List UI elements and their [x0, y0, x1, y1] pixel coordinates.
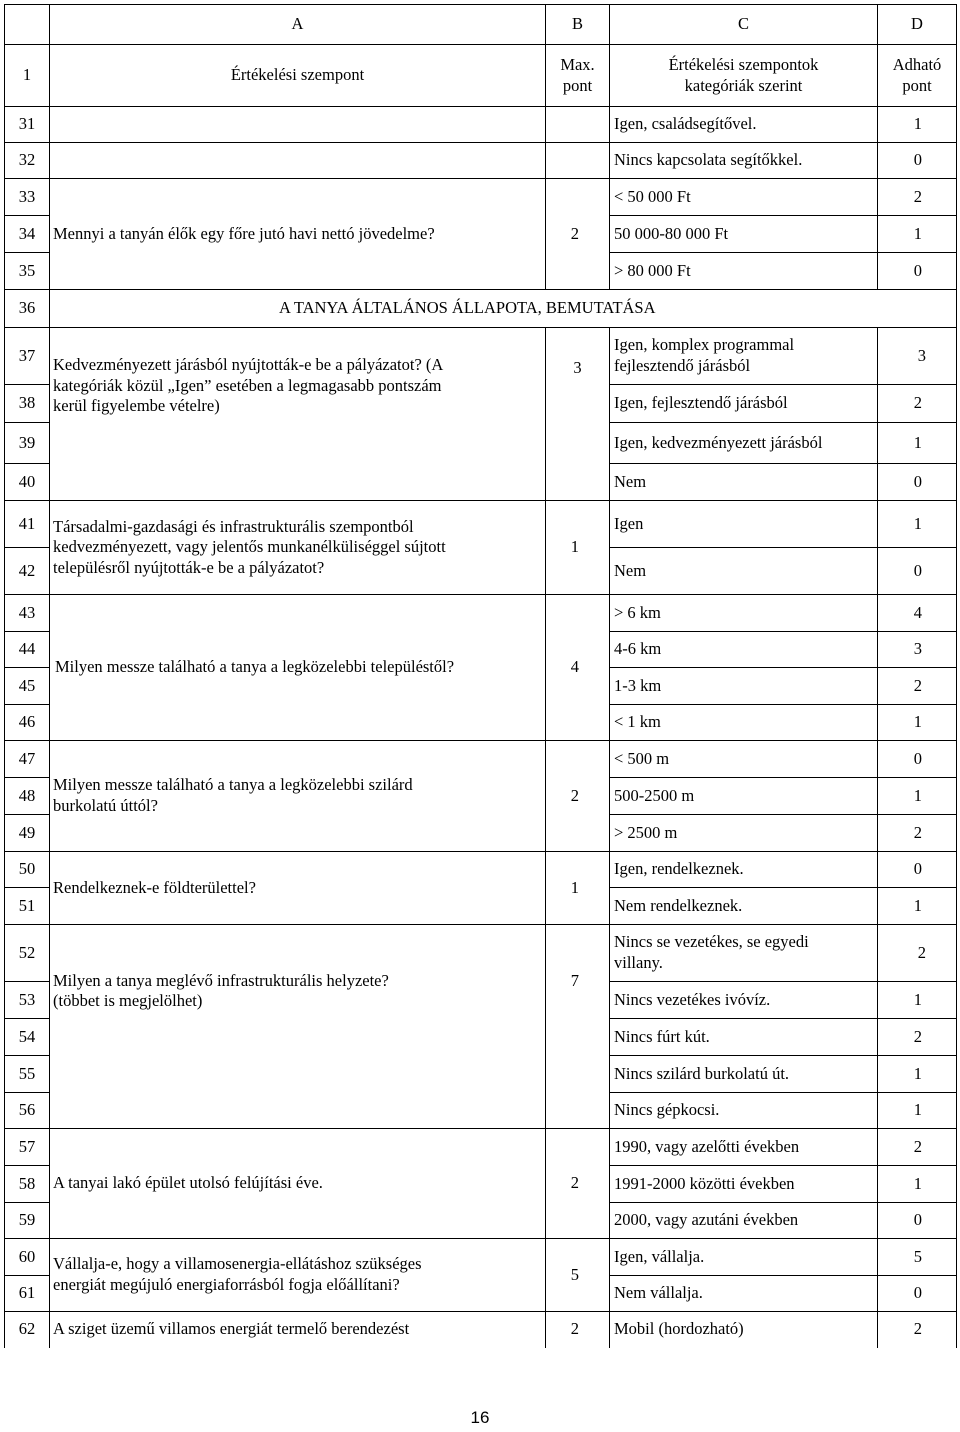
- table-row: [5, 595, 957, 632]
- row-number: 37: [5, 328, 50, 385]
- criterion-cell: Kedvezményezett járásból nyújtották-e be a pályázatot? (A kategóriák közül „Igen” esetében a legmagasabb pontszám kerül figyelembe vételre): [50, 328, 546, 501]
- row-number: 57: [5, 1129, 50, 1166]
- page-number: 16: [470, 1408, 490, 1427]
- table-row: [5, 925, 957, 982]
- criterion-cell: [50, 143, 546, 179]
- max-points-cell: [546, 107, 610, 143]
- row-number: 40: [5, 464, 50, 501]
- option-cell: 4-6 km: [610, 632, 878, 668]
- col-letter-a: A: [50, 5, 546, 45]
- option-cell: Igen: [610, 501, 878, 548]
- option-cell: < 50 000 Ft: [610, 179, 878, 216]
- table-row: [5, 143, 957, 179]
- points-cell: 2: [878, 1312, 957, 1348]
- option-cell: Igen, rendelkeznek.: [610, 852, 878, 888]
- points-cell: 0: [878, 741, 957, 778]
- criterion-cell: Milyen a tanya meglévő infrastrukturális helyzete? (többet is megjelölhet): [50, 925, 546, 1129]
- points-cell: 0: [878, 143, 957, 179]
- option-cell: > 2500 m: [610, 815, 878, 852]
- option-cell: Igen, vállalja.: [610, 1239, 878, 1276]
- evaluation-table: [4, 4, 957, 1348]
- criterion-cell: A sziget üzemű villamos energiát termelő berendezést: [50, 1312, 546, 1348]
- row-number: 34: [5, 216, 50, 253]
- row-number: 55: [5, 1056, 50, 1093]
- option-cell: > 80 000 Ft: [610, 253, 878, 290]
- table-row: [5, 741, 957, 778]
- points-cell: 5: [878, 1239, 957, 1276]
- option-cell: Nincs kapcsolata segítőkkel.: [610, 143, 878, 179]
- table-row: [5, 107, 957, 143]
- row-number: 49: [5, 815, 50, 852]
- criterion-cell: Rendelkeznek-e földterülettel?: [50, 852, 546, 925]
- table-row: [5, 328, 957, 385]
- points-cell: 1: [878, 705, 957, 741]
- section-title: A TANYA ÁLTALÁNOS ÁLLAPOTA, BEMUTATÁSA: [50, 290, 957, 328]
- points-cell: 1: [878, 501, 957, 548]
- row-number: 32: [5, 143, 50, 179]
- option-cell: 2000, vagy azutáni években: [610, 1203, 878, 1239]
- row-number: 52: [5, 925, 50, 982]
- row-number: 48: [5, 778, 50, 815]
- row-number: 62: [5, 1312, 50, 1348]
- header-criterion: Értékelési szempont: [50, 45, 546, 107]
- max-points-cell: 3: [546, 328, 610, 501]
- criterion-cell: Milyen messze található a tanya a legközelebbi szilárd burkolatú úttól?: [50, 741, 546, 852]
- row-number: 45: [5, 668, 50, 705]
- header-given-points: Adható pont: [878, 45, 957, 107]
- max-points-cell: 1: [546, 852, 610, 925]
- max-points-cell: 2: [546, 1312, 610, 1348]
- max-points-cell: 2: [546, 1129, 610, 1239]
- col-letter-c: C: [610, 5, 878, 45]
- row-number: 46: [5, 705, 50, 741]
- points-cell: 4: [878, 595, 957, 632]
- corner-cell: [5, 5, 50, 45]
- row-number: 35: [5, 253, 50, 290]
- row-number: 43: [5, 595, 50, 632]
- option-cell: 500-2500 m: [610, 778, 878, 815]
- option-cell: 1-3 km: [610, 668, 878, 705]
- row-number: 54: [5, 1019, 50, 1056]
- row-number: 44: [5, 632, 50, 668]
- row-number: 38: [5, 385, 50, 423]
- option-cell: Igen, kedvezményezett járásból: [610, 423, 878, 464]
- points-cell: 1: [878, 888, 957, 925]
- option-cell: Igen, családsegítővel.: [610, 107, 878, 143]
- points-cell: 0: [878, 1203, 957, 1239]
- points-cell: 0: [878, 253, 957, 290]
- column-letter-row: [5, 5, 957, 45]
- points-cell: 3: [878, 632, 957, 668]
- row-number: 1: [5, 45, 50, 107]
- option-cell: < 500 m: [610, 741, 878, 778]
- max-points-cell: 7: [546, 925, 610, 1129]
- option-cell: < 1 km: [610, 705, 878, 741]
- table-row: [5, 501, 957, 548]
- table-row: [5, 179, 957, 216]
- criterion-cell: A tanyai lakó épület utolsó felújítási éve.: [50, 1129, 546, 1239]
- header-categories: Értékelési szempontok kategóriák szerint: [610, 45, 878, 107]
- option-cell: Nem rendelkeznek.: [610, 888, 878, 925]
- points-cell: 2: [878, 385, 957, 423]
- option-cell: 1990, vagy azelőtti években: [610, 1129, 878, 1166]
- max-points-cell: [546, 143, 610, 179]
- row-number: 60: [5, 1239, 50, 1276]
- points-cell: 3: [878, 328, 957, 385]
- row-number: 53: [5, 982, 50, 1019]
- row-number: 59: [5, 1203, 50, 1239]
- points-cell: 2: [878, 1019, 957, 1056]
- option-cell: Nincs se vezetékes, se egyedi villany.: [610, 925, 878, 982]
- points-cell: 2: [878, 925, 957, 982]
- points-cell: 0: [878, 464, 957, 501]
- option-cell: Nem vállalja.: [610, 1276, 878, 1312]
- table-row: [5, 1312, 957, 1348]
- row-number: 58: [5, 1166, 50, 1203]
- row-number: 61: [5, 1276, 50, 1312]
- row-number: 56: [5, 1093, 50, 1129]
- criterion-cell: [50, 107, 546, 143]
- table-row: [5, 852, 957, 888]
- max-points-cell: 5: [546, 1239, 610, 1312]
- option-cell: Mobil (hordozható): [610, 1312, 878, 1348]
- points-cell: 0: [878, 548, 957, 595]
- points-cell: 1: [878, 982, 957, 1019]
- table-row: [5, 1239, 957, 1276]
- points-cell: 2: [878, 1129, 957, 1166]
- option-cell: Nincs szilárd burkolatú út.: [610, 1056, 878, 1093]
- row-number: 31: [5, 107, 50, 143]
- points-cell: 0: [878, 1276, 957, 1312]
- max-points-cell: 2: [546, 741, 610, 852]
- row-number: 41: [5, 501, 50, 548]
- row-number: 51: [5, 888, 50, 925]
- row-number: 39: [5, 423, 50, 464]
- col-letter-b: B: [546, 5, 610, 45]
- option-cell: Igen, fejlesztendő járásból: [610, 385, 878, 423]
- points-cell: 2: [878, 668, 957, 705]
- criterion-cell: Milyen messze található a tanya a legközelebbi településtől?: [50, 595, 546, 741]
- option-cell: Nincs fúrt kút.: [610, 1019, 878, 1056]
- points-cell: 1: [878, 107, 957, 143]
- points-cell: 1: [878, 1056, 957, 1093]
- header-max-points: Max. pont: [546, 45, 610, 107]
- header-row: [5, 45, 957, 107]
- points-cell: 2: [878, 179, 957, 216]
- option-cell: 50 000-80 000 Ft: [610, 216, 878, 253]
- row-number: 50: [5, 852, 50, 888]
- row-number: 47: [5, 741, 50, 778]
- points-cell: 1: [878, 1093, 957, 1129]
- option-cell: Igen, komplex programmal fejlesztendő járásból: [610, 328, 878, 385]
- section-row: [5, 290, 957, 328]
- points-cell: 1: [878, 778, 957, 815]
- option-cell: 1991-2000 közötti években: [610, 1166, 878, 1203]
- row-number: 42: [5, 548, 50, 595]
- criterion-cell: Mennyi a tanyán élők egy főre jutó havi nettó jövedelme?: [50, 179, 546, 290]
- criterion-cell: Társadalmi-gazdasági és infrastrukturális szempontból kedvezményezett, vagy jelentős munkanélküliséggel sújtott településről nyújtották-e be a pályázatot?: [50, 501, 546, 595]
- criterion-cell: Vállalja-e, hogy a villamosenergia-ellátáshoz szükséges energiát megújuló energiaforrásból fogja előállítani?: [50, 1239, 546, 1312]
- col-letter-d: D: [878, 5, 957, 45]
- option-cell: > 6 km: [610, 595, 878, 632]
- option-cell: Nincs gépkocsi.: [610, 1093, 878, 1129]
- max-points-cell: 1: [546, 501, 610, 595]
- points-cell: 0: [878, 852, 957, 888]
- row-number: 36: [5, 290, 50, 328]
- option-cell: Nem: [610, 548, 878, 595]
- points-cell: 1: [878, 216, 957, 253]
- max-points-cell: 4: [546, 595, 610, 741]
- option-cell: Nem: [610, 464, 878, 501]
- option-cell: Nincs vezetékes ivóvíz.: [610, 982, 878, 1019]
- points-cell: 1: [878, 1166, 957, 1203]
- points-cell: 2: [878, 815, 957, 852]
- max-points-cell: 2: [546, 179, 610, 290]
- row-number: 33: [5, 179, 50, 216]
- table-row: [5, 1129, 957, 1166]
- points-cell: 1: [878, 423, 957, 464]
